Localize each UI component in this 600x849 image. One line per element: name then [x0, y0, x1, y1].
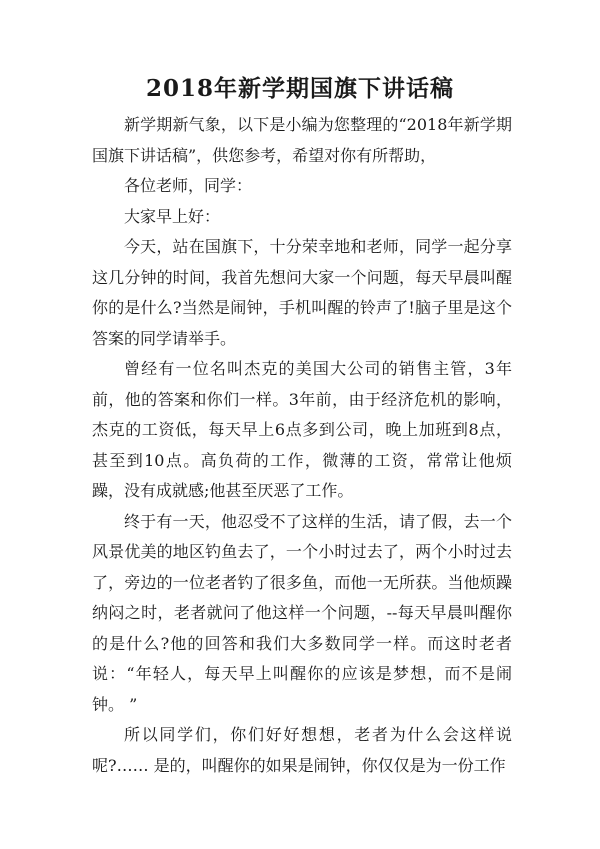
paragraph-jack-story: 曾经有一位名叫杰克的美国大公司的销售主管，3年前，他的答案和你们一样。3年前，由于经济危机的影响，杰克的工资低，每天早上6点多到公司，晚上加班到8点，甚至到10点。高负荷的工作，微薄的工资，常常让他烦躁，没有成就感;他甚至厌恶了工作。	[92, 359, 512, 500]
paragraph-salutation: 各位老师，同学：	[124, 176, 253, 195]
document-body	[92, 110, 512, 781]
paragraph-greeting: 大家早上好：	[124, 206, 221, 226]
document-title: 2018年新学期国旗下讲话稿	[145, 75, 454, 102]
paragraph-intro: 新学期新气象，以下是小编为您整理的“2018年新学期国旗下讲话稿”，供您参考，希望对你有所帮助，	[92, 115, 512, 165]
paragraph-question: 今天，站在国旗下，十分荣幸地和老师，同学一起分享这几分钟的时间，我首先想问大家一个问题，每天早晨叫醒你的是什么?当然是闹钟，手机叫醒的铃声了!脑子里是这个答案的同学请举手。	[92, 237, 512, 348]
paragraph-fishing-story: 终于有一天，他忍受不了这样的生活，请了假，去一个风景优美的地区钓鱼去了，一个小时过去了，两个小时过去了，旁边的一位老者钓了很多鱼，而他一无所获。当他烦躁纳闷之时，老者就问了他这样一个问题，--每天早晨叫醒你的是什么?他的回答和我们大多数同学一样。而这时老者说：“年轻人，每天早上叫醒你的应该是梦想，而不是闹钟。 ”	[92, 511, 512, 714]
paragraph-conclusion: 所以同学们，你们好好想想，老者为什么会这样说呢?…… 是的，叫醒你的如果是闹钟，你仅仅是为一份工作	[92, 725, 512, 775]
